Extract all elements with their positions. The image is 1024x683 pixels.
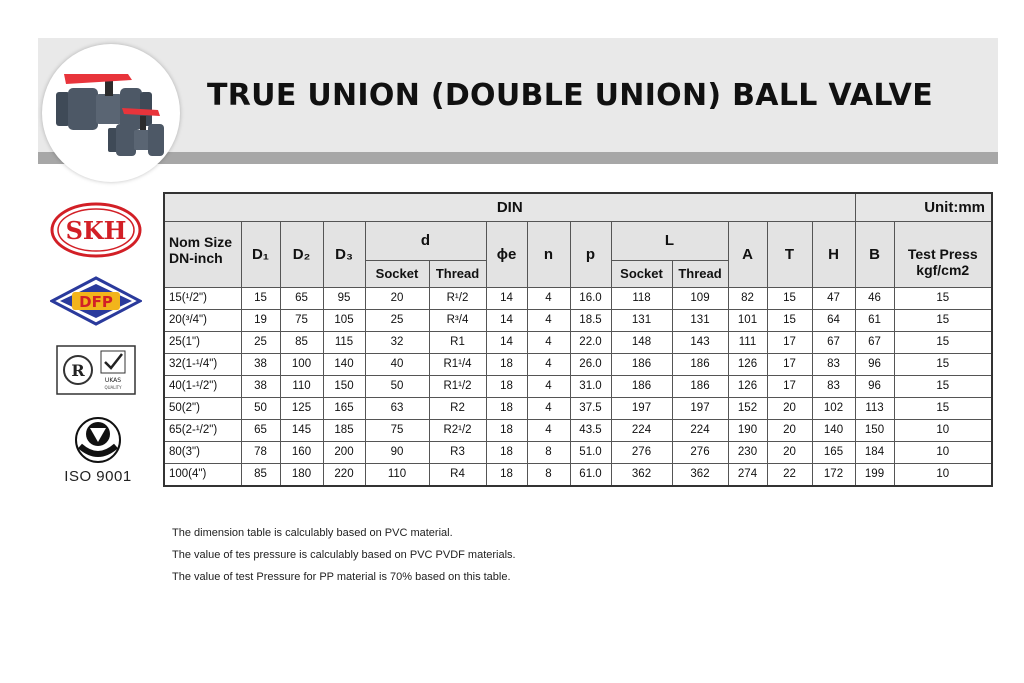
- page-title: TRUE UNION (DOUBLE UNION) BALL VALVE: [207, 78, 933, 113]
- table-cell: 20: [365, 287, 429, 309]
- table-cell: 160: [280, 441, 323, 463]
- table-cell: 165: [812, 441, 855, 463]
- table-cell: 15: [767, 309, 812, 331]
- table-cell: 85: [280, 331, 323, 353]
- table-cell: 185: [323, 419, 365, 441]
- nominal-size-cell: 20(³/4"): [164, 309, 241, 331]
- svg-text:UKAS: UKAS: [104, 377, 122, 384]
- svg-text:DFP: DFP: [79, 293, 113, 311]
- table-cell: 15: [894, 397, 992, 419]
- table-cell: 100: [280, 353, 323, 375]
- table-cell: 20: [767, 397, 812, 419]
- table-cell: 78: [241, 441, 280, 463]
- table-cell: 65: [241, 419, 280, 441]
- table-cell: 37.5: [570, 397, 611, 419]
- table-cell: 46: [855, 287, 894, 309]
- table-cell: 75: [365, 419, 429, 441]
- table-cell: 19: [241, 309, 280, 331]
- table-cell: 152: [728, 397, 767, 419]
- table-cell: 65: [280, 287, 323, 309]
- table-cell: R1: [429, 331, 486, 353]
- table-cell: 15: [894, 309, 992, 331]
- table-cell: 17: [767, 353, 812, 375]
- note-line: The value of tes pressure is calculably based on PVC PVDF materials.: [172, 549, 516, 561]
- table-cell: 50: [365, 375, 429, 397]
- table-cell: 224: [611, 419, 672, 441]
- col-t-header: T: [767, 221, 812, 287]
- col-d3-header: D₃: [323, 221, 365, 287]
- table-cell: 20: [767, 441, 812, 463]
- nominal-size-cell: 100(4"): [164, 463, 241, 486]
- table-cell: 15: [894, 375, 992, 397]
- table-cell: 145: [280, 419, 323, 441]
- table-cell: 115: [323, 331, 365, 353]
- table-cell: 83: [812, 353, 855, 375]
- table-cell: 4: [527, 375, 570, 397]
- nom-size-header: [164, 221, 241, 287]
- table-cell: 32: [365, 331, 429, 353]
- table-cell: 15: [767, 287, 812, 309]
- table-cell: 199: [855, 463, 894, 486]
- table-cell: 25: [241, 331, 280, 353]
- table-cell: R4: [429, 463, 486, 486]
- table-cell: 61.0: [570, 463, 611, 486]
- table-cell: R1¹/2: [429, 375, 486, 397]
- dfp-logo-icon: [50, 276, 142, 326]
- table-cell: 197: [672, 397, 728, 419]
- table-cell: 17: [767, 375, 812, 397]
- table-cell: 4: [527, 397, 570, 419]
- table-cell: 126: [728, 375, 767, 397]
- nom-size-line1: Nom Size: [169, 233, 233, 250]
- table-cell: 15: [894, 353, 992, 375]
- table-cell: 85: [241, 463, 280, 486]
- table-cell: 180: [280, 463, 323, 486]
- table-cell: 8: [527, 463, 570, 486]
- table-cell: 109: [672, 287, 728, 309]
- table-cell: 186: [611, 353, 672, 375]
- table-cell: 126: [728, 353, 767, 375]
- notes: [172, 522, 516, 588]
- din-group-header: DIN: [164, 193, 855, 221]
- table-row: [164, 287, 992, 309]
- table-cell: 362: [611, 463, 672, 486]
- ball-valve-image: [42, 44, 180, 182]
- table-cell: 276: [611, 441, 672, 463]
- table-cell: 51.0: [570, 441, 611, 463]
- svg-text:R: R: [71, 361, 85, 380]
- table-cell: 140: [323, 353, 365, 375]
- table-cell: 61: [855, 309, 894, 331]
- table-cell: 197: [611, 397, 672, 419]
- table-cell: R2: [429, 397, 486, 419]
- table-cell: 14: [486, 309, 527, 331]
- table-cell: R¹/2: [429, 287, 486, 309]
- table-row: [164, 441, 992, 463]
- din-dimension-table: [163, 192, 993, 487]
- table-cell: 362: [672, 463, 728, 486]
- col-d1-header: D₁: [241, 221, 280, 287]
- ukas-certification-icon: [56, 345, 136, 395]
- table-body: [164, 287, 992, 486]
- nominal-size-cell: 50(2"): [164, 397, 241, 419]
- table-cell: 15: [894, 287, 992, 309]
- table-cell: 110: [280, 375, 323, 397]
- table-cell: 131: [611, 309, 672, 331]
- table-cell: 125: [280, 397, 323, 419]
- table-cell: 96: [855, 353, 894, 375]
- table-cell: 38: [241, 375, 280, 397]
- table-cell: 18: [486, 463, 527, 486]
- nominal-size-cell: 15(¹/2"): [164, 287, 241, 309]
- note-line: The dimension table is calculably based on PVC material.: [172, 527, 453, 539]
- table-cell: R1¹/4: [429, 353, 486, 375]
- table-cell: 40: [365, 353, 429, 375]
- table-cell: 10: [894, 441, 992, 463]
- table-cell: 110: [365, 463, 429, 486]
- test-press-header: [894, 221, 992, 287]
- iso-9001-label: ISO 9001: [64, 468, 132, 485]
- table-cell: 274: [728, 463, 767, 486]
- table-row: [164, 353, 992, 375]
- table-cell: 31.0: [570, 375, 611, 397]
- table-cell: 186: [672, 375, 728, 397]
- table-cell: 4: [527, 419, 570, 441]
- table-cell: 150: [855, 419, 894, 441]
- col-h-header: H: [812, 221, 855, 287]
- table-cell: 118: [611, 287, 672, 309]
- d-socket-header: Socket: [365, 260, 429, 287]
- nominal-size-cell: 32(1-¹/4"): [164, 353, 241, 375]
- table-cell: 220: [323, 463, 365, 486]
- table-cell: 90: [365, 441, 429, 463]
- iso-registered-icon: [70, 416, 126, 466]
- product-image: [42, 44, 180, 182]
- d-thread-header: Thread: [429, 260, 486, 287]
- table-cell: R3: [429, 441, 486, 463]
- table-cell: 131: [672, 309, 728, 331]
- table-cell: 75: [280, 309, 323, 331]
- col-b-header: B: [855, 221, 894, 287]
- nominal-size-cell: 65(2-¹/2"): [164, 419, 241, 441]
- table-cell: 64: [812, 309, 855, 331]
- table-cell: 102: [812, 397, 855, 419]
- col-phie-header: ϕe: [486, 221, 527, 287]
- table-row: [164, 419, 992, 441]
- table-cell: 22.0: [570, 331, 611, 353]
- table-cell: 148: [611, 331, 672, 353]
- table-cell: 20: [767, 419, 812, 441]
- table-cell: 50: [241, 397, 280, 419]
- table-cell: 150: [323, 375, 365, 397]
- table-cell: 67: [812, 331, 855, 353]
- table-cell: 4: [527, 309, 570, 331]
- table-cell: 111: [728, 331, 767, 353]
- table-cell: 18: [486, 441, 527, 463]
- table-cell: 101: [728, 309, 767, 331]
- nom-size-line2: DN-inch: [169, 249, 223, 266]
- table-cell: 186: [611, 375, 672, 397]
- col-d2-header: D₂: [280, 221, 323, 287]
- table-cell: 105: [323, 309, 365, 331]
- table-cell: 43.5: [570, 419, 611, 441]
- table-row: [164, 331, 992, 353]
- table-cell: 8: [527, 441, 570, 463]
- table-cell: R2¹/2: [429, 419, 486, 441]
- table-cell: 140: [812, 419, 855, 441]
- table-row: [164, 375, 992, 397]
- table-cell: 200: [323, 441, 365, 463]
- table-cell: 15: [241, 287, 280, 309]
- l-socket-header: Socket: [611, 260, 672, 287]
- skh-logo-icon: [50, 202, 142, 258]
- table-cell: 224: [672, 419, 728, 441]
- table-cell: 18: [486, 375, 527, 397]
- note-line: The value of test Pressure for PP material is 70% based on this table.: [172, 571, 511, 583]
- table-cell: 18: [486, 419, 527, 441]
- nominal-size-cell: 25(1"): [164, 331, 241, 353]
- col-d-header: d: [365, 221, 486, 260]
- table-cell: 22: [767, 463, 812, 486]
- test-press-line1: Test Press: [907, 245, 978, 262]
- nominal-size-cell: 80(3"): [164, 441, 241, 463]
- table-cell: R³/4: [429, 309, 486, 331]
- l-thread-header: Thread: [672, 260, 728, 287]
- table-cell: 230: [728, 441, 767, 463]
- table-cell: 18.5: [570, 309, 611, 331]
- table-cell: 15: [894, 331, 992, 353]
- table-cell: 184: [855, 441, 894, 463]
- table-cell: 143: [672, 331, 728, 353]
- table-cell: 83: [812, 375, 855, 397]
- table-row: [164, 463, 992, 486]
- table-cell: 25: [365, 309, 429, 331]
- table-cell: 82: [728, 287, 767, 309]
- table-cell: 186: [672, 353, 728, 375]
- nominal-size-cell: 40(1-¹/2"): [164, 375, 241, 397]
- table-cell: 14: [486, 331, 527, 353]
- table-cell: 26.0: [570, 353, 611, 375]
- col-n-header: n: [527, 221, 570, 287]
- table-cell: 14: [486, 287, 527, 309]
- table-cell: 190: [728, 419, 767, 441]
- table-cell: 63: [365, 397, 429, 419]
- table-cell: 172: [812, 463, 855, 486]
- table-cell: 96: [855, 375, 894, 397]
- svg-text:QUALITY: QUALITY: [104, 385, 122, 390]
- table-cell: 17: [767, 331, 812, 353]
- table-cell: 4: [527, 353, 570, 375]
- table-cell: 67: [855, 331, 894, 353]
- unit-label: Unit:mm: [855, 193, 992, 221]
- table-row: [164, 397, 992, 419]
- table-cell: 165: [323, 397, 365, 419]
- table-cell: 10: [894, 419, 992, 441]
- table-cell: 38: [241, 353, 280, 375]
- table-cell: 18: [486, 397, 527, 419]
- col-p-header: p: [570, 221, 611, 287]
- table-cell: 276: [672, 441, 728, 463]
- col-a-header: A: [728, 221, 767, 287]
- table-row: [164, 309, 992, 331]
- svg-text:SKH: SKH: [65, 216, 127, 245]
- table-cell: 16.0: [570, 287, 611, 309]
- table-cell: 10: [894, 463, 992, 486]
- table-cell: 4: [527, 287, 570, 309]
- table-cell: 113: [855, 397, 894, 419]
- test-press-line2: kgf/cm2: [916, 261, 970, 278]
- table-cell: 4: [527, 331, 570, 353]
- banner-underline: [38, 152, 998, 164]
- col-l-header: L: [611, 221, 728, 260]
- table-cell: 18: [486, 353, 527, 375]
- table-cell: 47: [812, 287, 855, 309]
- table-cell: 95: [323, 287, 365, 309]
